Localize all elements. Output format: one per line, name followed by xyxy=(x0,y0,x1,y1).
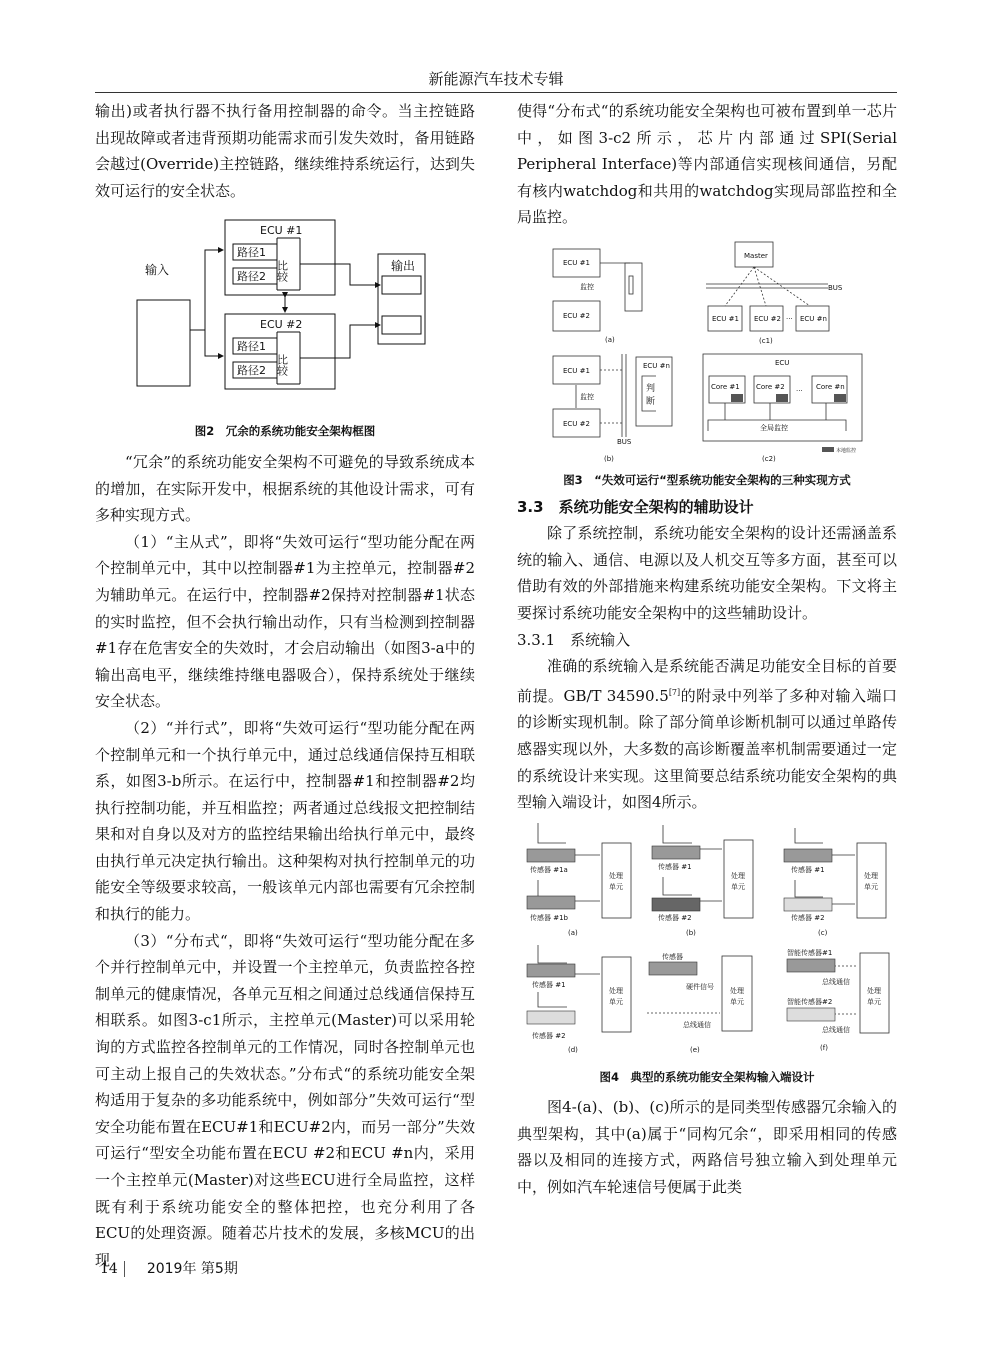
fig4-label: 传感器 #2 xyxy=(532,1031,566,1040)
page-number: 14 xyxy=(100,1261,118,1277)
fig2-path1: 路径1 xyxy=(237,246,266,260)
footer-divider xyxy=(124,1261,125,1277)
fig3-label: ECU #1 xyxy=(563,258,590,267)
fig4-label: 单元 xyxy=(867,997,881,1006)
figure-4 xyxy=(517,816,897,1064)
text: 的附录中列举了多种对输入端口的诊断实现机制。除了部分简单诊断机制可以通过单路传感器实现以外，大多数的高诊断覆盖率机制需要通过一定的系统设计来实现。这里简要总结系统功能安全架构的典型输入端设计，如图4所示。 xyxy=(517,686,897,812)
fig4-label: 处理 xyxy=(730,986,744,995)
fig3-label: Core #2 xyxy=(756,382,785,391)
paragraph: “冗余”的系统功能安全架构不可避免的导致系统成本的增加，在实际开发中，根据系统的其他设计需求，可有多种实现方式。 xyxy=(95,452,475,525)
fig4-label: (c) xyxy=(818,928,828,937)
paragraph: 图4-(a)、(b)、(c)所示的是同类型传感器冗余输入的典型架构，其中(a)属于“同构冗余“，即采用相同的传感器以及相同的连接方式，两路信号独立输入到处理单元中，例如汽车轮速信号便属于此类 xyxy=(517,1098,897,1197)
fig3-legend: 本地监控 xyxy=(836,447,857,454)
fig3-label: ECU #n xyxy=(800,314,827,323)
figure-4-caption: 图4 典型的系统功能安全架构输入端设计 xyxy=(599,1069,815,1084)
fig4-label: 传感器 #2 xyxy=(658,913,692,922)
citation: [7] xyxy=(668,687,681,697)
fig4-label: (f) xyxy=(820,1043,828,1052)
fig4-label: 传感器 #1a xyxy=(530,865,568,874)
fig4-label: 处理 xyxy=(731,871,745,880)
right-column xyxy=(517,98,897,1201)
paragraph: （2）“并行式”，即将“失效可运行“型功能分配在两个控制单元和一个执行单元中，通过总线通信保持互相联系，如图3-b所示。在运行中，控制器#1和控制器#2均执行控制功能，并互相监控；两者通过总线报文把控制结果和对自身以及对方的监控结果输出给执行单元中，最终由执行单元决定执行输出。这种架构对执行控制单元的功能安全等级要求较高，一般该单元内部也需要有冗余控制和执行的能力。 xyxy=(95,718,475,924)
fig4-label: 单元 xyxy=(731,882,745,891)
figure-3-caption: 图3 “失效可运行“型系统功能安全架构的三种实现方式 xyxy=(563,472,851,487)
fig4-label: (d) xyxy=(568,1045,578,1054)
figure-2 xyxy=(95,204,475,418)
fig3-label: ECU #2 xyxy=(563,311,590,320)
fig3-label: 断 xyxy=(646,396,656,407)
fig4-label: 单元 xyxy=(864,882,878,891)
left-column xyxy=(95,98,475,1273)
figure-2-caption: 图2 冗余的系统功能安全架构框图 xyxy=(194,424,376,439)
paragraph: 输出)或者执行器不执行备用控制器的命令。当主控链路出现故障或者违背预期功能需求而引发失效时，备用链路会越过(Override)主控链路，继续维持系统运行，达到失效可运行的安全状态。 xyxy=(95,102,475,200)
fig3-label: ··· xyxy=(786,314,793,323)
fig2-ecu2-label: ECU #2 xyxy=(260,318,303,332)
fig3-label: ECU #n xyxy=(643,361,670,370)
fig3-label: ECU #2 xyxy=(563,419,590,428)
text: 准确的系统输入是系统能否满足功能安全目标的首要前提。GB/T 34590.5 xyxy=(517,657,897,705)
fig3-label: ECU #1 xyxy=(712,314,739,323)
fig4-label: 总线通信 xyxy=(822,977,850,986)
fig4-label: 传感器 xyxy=(662,952,683,961)
fig3-label: 判 xyxy=(646,383,656,394)
fig3-label: Core #1 xyxy=(711,382,740,391)
subsection-heading-3-3-1: 3.3.1 系统输入 xyxy=(517,630,631,649)
fig4-label: 智能传感器#2 xyxy=(787,997,833,1006)
fig3-label: BUS xyxy=(828,283,843,292)
fig4-label: 单元 xyxy=(609,882,623,891)
fig4-label: (a) xyxy=(568,928,578,937)
paragraph xyxy=(517,653,897,816)
fig2-path2: 路径2 xyxy=(237,364,266,378)
fig3-label: (a) xyxy=(605,335,615,344)
figure-3 xyxy=(517,231,897,467)
fig4-label: 传感器 #1 xyxy=(658,862,692,871)
fig4-label: (e) xyxy=(690,1045,700,1054)
paragraph: （1）“主从式”，即将“失效可运行“型功能分配在两个控制单元中，其中以控制器#1为主控单元，控制器#2为辅助单元。在运行中，控制器#2保持对控制器#1状态的实时监控，但不会执行输出动作，只有当检测到控制器#1存在危害安全的失效时，才会启动输出（如图3-a中的输出高电平，继续维持继电器吸合），保持系统处于继续安全状态。 xyxy=(95,532,475,711)
fig4-label: 硬件信号 xyxy=(686,982,714,991)
section-heading-3-3: 3.3 系统功能安全架构的辅助设计 xyxy=(517,497,754,516)
fig3-label: 全局监控 xyxy=(760,423,788,432)
fig4-label: 传感器 #1 xyxy=(791,865,825,874)
fig3-label: Core #n xyxy=(816,382,845,391)
page-footer xyxy=(100,1258,238,1278)
fig4-label: 传感器 #2 xyxy=(791,913,825,922)
header-divider xyxy=(95,92,897,93)
fig3-label: (b) xyxy=(604,454,614,463)
fig4-label: 单元 xyxy=(730,997,744,1006)
fig4-label: 处理 xyxy=(867,986,881,995)
fig2-input-label: 输入 xyxy=(145,263,170,278)
fig4-label: 单元 xyxy=(609,997,623,1006)
issue-label: 2019年 第5期 xyxy=(146,1261,238,1277)
fig3-label: (c1) xyxy=(759,336,773,345)
fig4-label: 总线通信 xyxy=(822,1025,850,1034)
fig2-path1: 路径1 xyxy=(237,340,266,354)
fig4-label: 处理 xyxy=(864,871,878,880)
fig3-label: 监控 xyxy=(580,392,594,401)
paragraph: 除了系统控制，系统功能安全架构的设计还需涵盖系统的输入、通信、电源以及人机交互等多方面，甚至可以借助有效的外部措施来构建系统功能安全架构。下文将主要探讨系统功能安全架构中的这些辅助设计。 xyxy=(517,524,897,622)
fig2-compare: 比较 xyxy=(275,354,289,377)
fig4-label: 传感器 #1 xyxy=(532,980,566,989)
fig3-label: 监控 xyxy=(580,282,594,291)
paragraph: 使得“分布式“的系统功能安全架构也可被布置到单一芯片中，如图3-c2所示，芯片内部通过SPI(Serial Peripheral Interface)等内部通信实现核间通信，另配有核内watchdog和共用的watchdog实现局部监控和全局监控。 xyxy=(517,102,897,227)
fig2-path2: 路径2 xyxy=(237,270,266,284)
fig4-label: 处理 xyxy=(609,871,623,880)
fig4-label: 传感器 #1b xyxy=(530,913,568,922)
fig2-compare: 比较 xyxy=(275,260,289,283)
fig3-label: (c2) xyxy=(762,454,776,463)
fig3-label: ECU xyxy=(775,358,790,367)
fig3-label: Master xyxy=(744,251,768,260)
fig2-output-label: 输出 xyxy=(391,259,416,274)
fig4-label: 处理 xyxy=(609,986,623,995)
fig3-label: ECU #1 xyxy=(563,366,590,375)
fig4-label: 智能传感器#1 xyxy=(787,948,833,957)
fig3-label: ··· xyxy=(796,386,803,395)
fig3-label: ECU #2 xyxy=(754,314,781,323)
fig3-label: BUS xyxy=(617,437,632,446)
paragraph: （3）“分布式“，即将“失效可运行“型功能分配在多个并行控制单元中，并设置一个主控单元，负责监控各控制单元的健康情况，各单元互相之间通过总线通信保持互相联系。如图3-c1所示，主控单元(Master)可以采用轮询的方式监控各控制单元的工作情况，同时各控制单元也可主动上报自己的失效状态。”分布式“的系统功能安全架构适用于复杂的多功能系统中，例如部分”失效可运行“型安全功能布置在ECU#1和ECU#2内，而另一部分”失效可运行“型安全功能布置在ECU #2和ECU #n内，采用一个主控单元(Master)对这些ECU进行全局监控，这样既有利于系统功能安全的整体把控，也充分利用了各ECU的处理资源。随着芯片技术的发展，多核MCU的出现 xyxy=(95,931,475,1269)
journal-header: 新能源汽车技术专辑 xyxy=(428,70,564,88)
fig4-label: (b) xyxy=(686,928,696,937)
fig4-label: 总线通信 xyxy=(683,1020,711,1029)
fig2-ecu1-label: ECU #1 xyxy=(260,224,303,238)
